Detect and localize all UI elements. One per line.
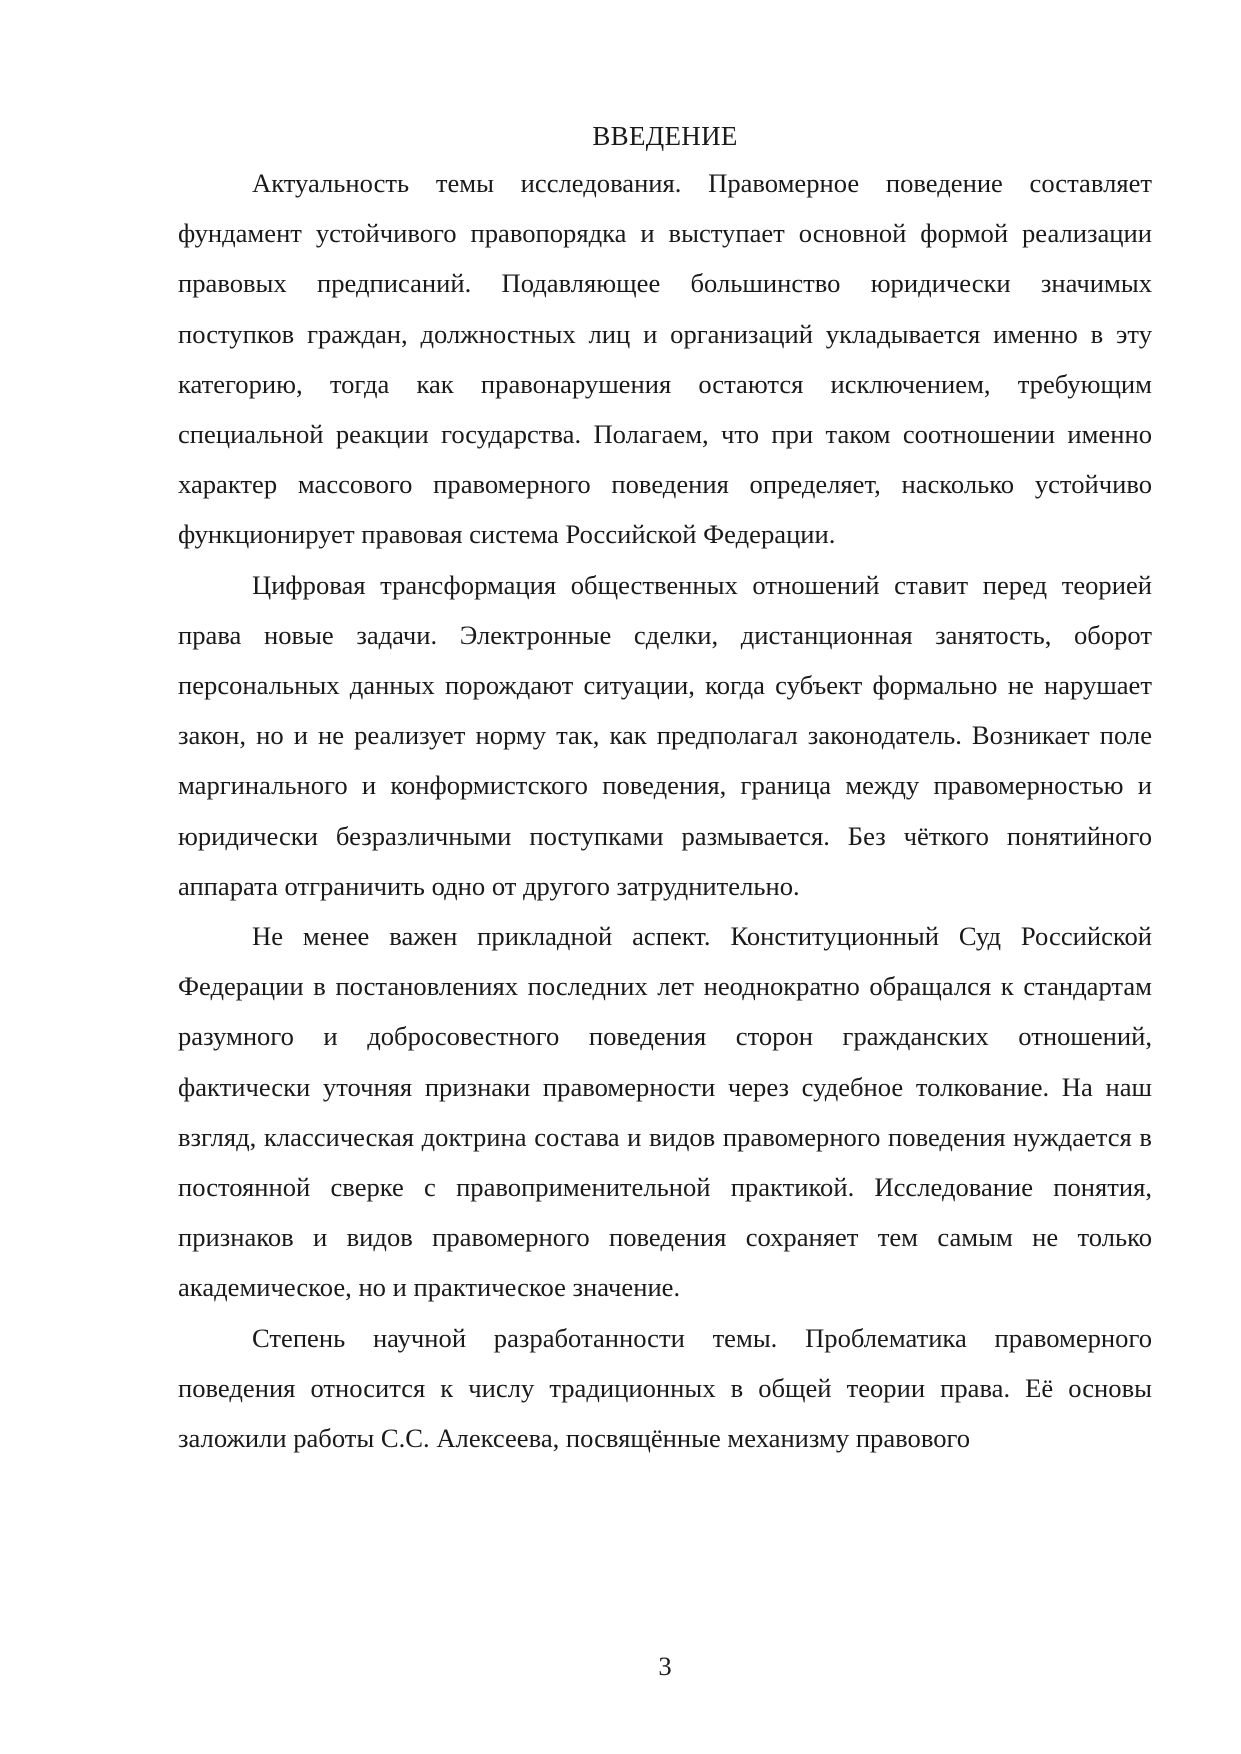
section-heading: ВВЕДЕНИЕ <box>592 121 738 151</box>
paragraph-research-degree: Степень научной разработанности темы. Проблематика правомерного поведения относится к числу традиционных в общей теории права. Её основы заложили работы С.С. Алексеева, посвящённые механизму правового <box>178 1322 1152 1454</box>
paragraph-digital-transformation: Цифровая трансформация общественных отношений ставит перед теорией права новые задачи. Электронные сделки, дистанционная занятость, оборот персональных данных порождают ситуации, когда субъект формально не нарушает закон, но и не реализует норму так, как предполагал законодатель. Возникает поле маргинального и конформистского поведения, граница между правомерностью и юридически безразличными поступками размывается. Без чёткого понятийного аппарата отграничить одно от другого затруднительно. <box>178 569 1152 901</box>
paragraph-relevance: Актуальность темы исследования. Правомерное поведение составляет фундамент устойчивого правопорядка и выступает основной формой реализации правовых предписаний. Подавляющее большинство юридически значимых поступков граждан, должностных лиц и организаций укладывается именно в эту категорию, тогда как правонарушения остаются исключением, требующим специальной реакции государства. Полагаем, что при таком соотношении именно характер массового правомерного поведения определяет, насколько устойчиво функционирует правовая система Российской Федерации. <box>178 168 1152 550</box>
paragraph-applied-aspect: Не менее важен прикладной аспект. Конституционный Суд Российской Федерации в постановлениях последних лет неоднократно обращался к стандартам разумного и добросовестного поведения сторон гражданских отношений, фактически уточняя признаки правомерности через судебное толкование. На наш взгляд, классическая доктрина состава и видов правомерного поведения нуждается в постоянной сверке с правоприменительной практикой. Исследование понятия, признаков и видов правомерного поведения сохраняет тем самым не только академическое, но и практическое значение. <box>178 921 1152 1303</box>
body-text <box>178 158 1152 1463</box>
page-number: 3 <box>658 1651 672 1681</box>
